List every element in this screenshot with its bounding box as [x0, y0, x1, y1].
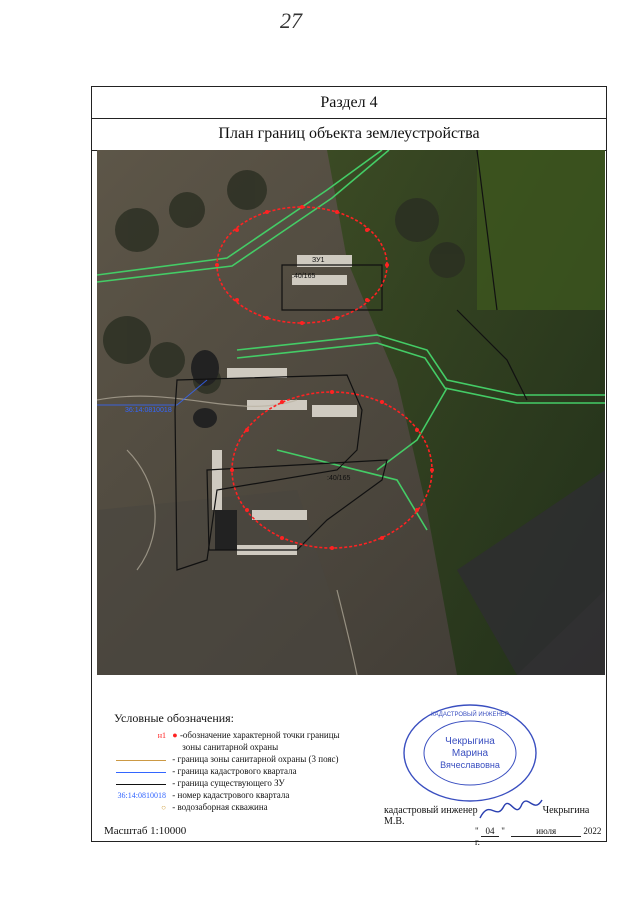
- svg-text:КАДАСТРОВЫЙ ИНЖЕНЕР: КАДАСТРОВЫЙ ИНЖЕНЕР: [431, 712, 509, 718]
- satellite-map: [97, 150, 605, 675]
- parcel-label-b: ЗУ1: [312, 257, 325, 264]
- legend-item-well: [114, 801, 340, 813]
- legend-text: - граница зоны санитарной охраны (3 пояс): [172, 754, 339, 764]
- legend-text: -обозначение характерной точки границы: [179, 730, 340, 740]
- signer-line: [384, 805, 606, 827]
- svg-text:Чекрыгина: Чекрыгина: [445, 736, 495, 747]
- legend-key: 36:14:0810018: [117, 791, 166, 800]
- legend-item-point: [114, 729, 340, 741]
- date-day: 04: [481, 826, 499, 837]
- legend-text: зоны санитарной охраны: [182, 742, 279, 752]
- legend-item-point-2: [114, 741, 340, 753]
- red-dot-icon: ●: [172, 730, 178, 740]
- parcel-line-icon: [116, 784, 166, 785]
- legend: [114, 711, 340, 813]
- legend-item-parcel: [114, 777, 340, 789]
- legend-item-quarter-number: [114, 789, 340, 801]
- legend-text: - граница существующего ЗУ: [172, 778, 285, 788]
- legend-text: - номер кадастрового квартала: [172, 790, 290, 800]
- crop-field: [477, 150, 605, 310]
- legend-text: - граница кадастрового квартала: [172, 766, 297, 776]
- svg-text:Марина: Марина: [451, 748, 489, 759]
- section-title: Раздел 4: [92, 87, 606, 119]
- quarter-line-icon: [116, 772, 166, 773]
- parcel-label-a: :40/165: [292, 273, 316, 280]
- page-number: 27: [280, 8, 302, 33]
- zone-line-icon: [116, 760, 166, 761]
- map-image: [97, 150, 605, 675]
- signer-role: кадастровый инженер: [384, 805, 478, 816]
- legend-text: - водозаборная скважина: [172, 802, 268, 812]
- seal-stamp: [400, 702, 540, 804]
- legend-title: Условные обозначения:: [114, 711, 235, 725]
- legend-item-quarter: [114, 765, 340, 777]
- signer-name: Чекрыгина М.В.: [384, 805, 590, 827]
- well-icon: ○: [161, 803, 166, 812]
- quarter-label: 36:14:0810018: [125, 407, 172, 414]
- legend-item-zone: [114, 753, 340, 765]
- svg-text:Вячеславовна: Вячеславовна: [440, 760, 500, 770]
- scale-label: Масштаб 1:10000: [104, 825, 187, 837]
- date-month: июля: [511, 826, 581, 837]
- parcel-label-c: :40/165: [327, 475, 351, 482]
- date-year: 2022 г.: [475, 826, 602, 847]
- signature-date: " 04 " июля 2022 г.: [475, 826, 602, 847]
- document-frame: [91, 86, 607, 847]
- legend-key: н1: [157, 731, 166, 740]
- plan-title: План границ объекта землеустройства: [92, 118, 606, 151]
